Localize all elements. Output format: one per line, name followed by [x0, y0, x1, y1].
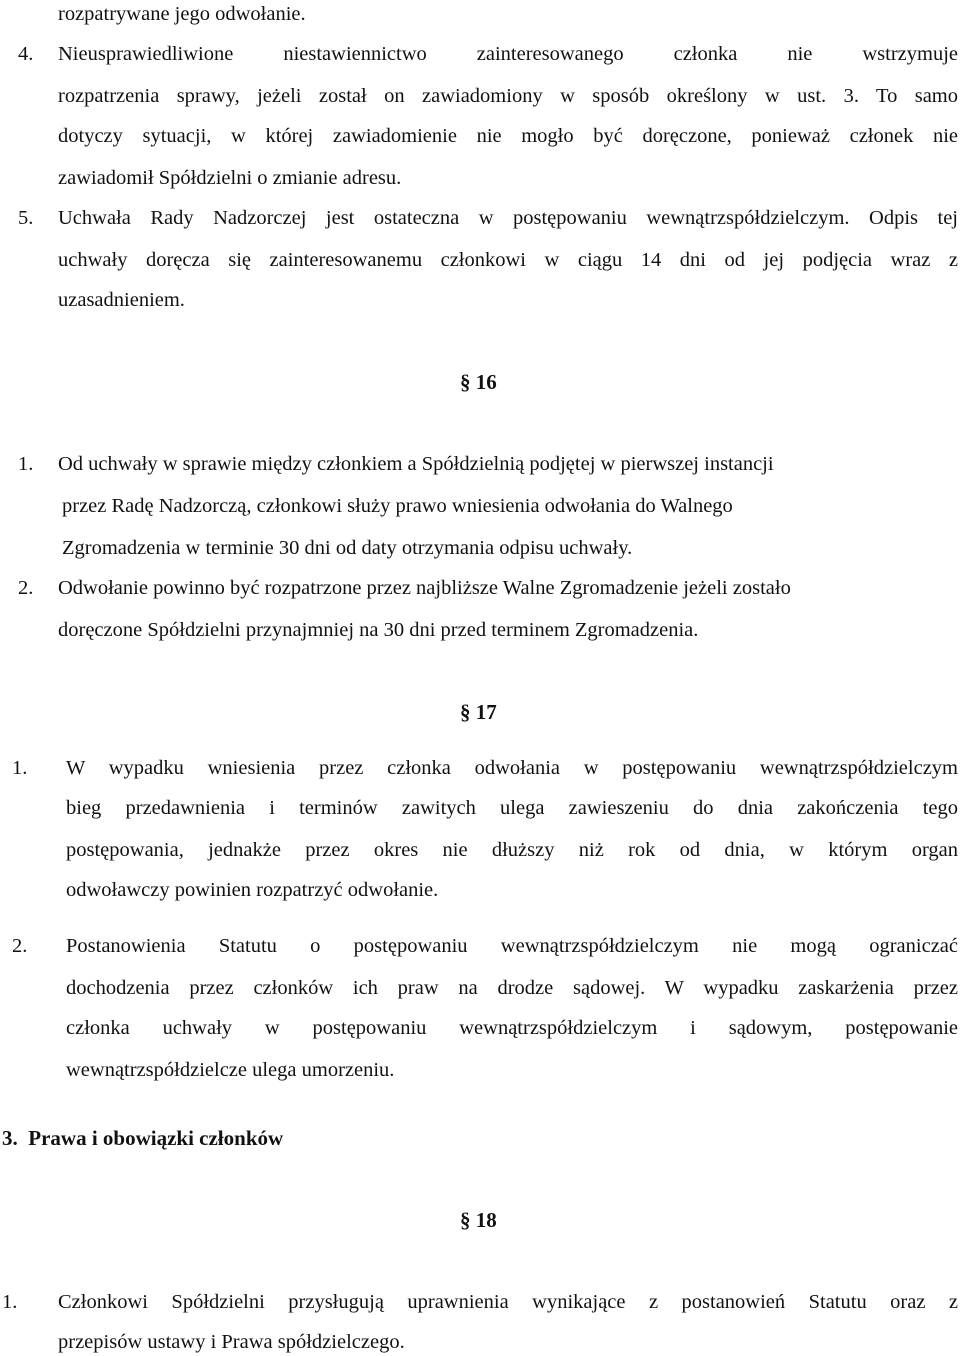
item-number: 4. — [18, 43, 34, 65]
item-number: 5. — [18, 207, 34, 229]
text-line: postępowania, jednakże przez okres nie dłuższy niż rok od dnia, w którym organ — [66, 839, 958, 861]
chapter-heading: 3. Prawa i obowiązki członków — [2, 1126, 284, 1150]
item-number: 1. — [12, 757, 28, 779]
text-line: odwoławczy powinien rozpatrzyć odwołanie. — [66, 879, 439, 901]
text-line: Postanowienia Statutu o postępowaniu wewnątrzspółdzielczym nie mogą ograniczać — [66, 935, 958, 957]
text-line: Odwołanie powinno być rozpatrzone przez najbliższe Walne Zgromadzenie jeżeli zostało — [58, 577, 791, 599]
text-line: wewnątrzspółdzielcze ulega umorzeniu. — [66, 1059, 395, 1081]
text-line: dotyczy sytuacji, w której zawiadomienie nie mogło być doręczone, ponieważ członek nie — [58, 125, 958, 147]
text-line: bieg przedawnienia i terminów zawitych ulega zawieszeniu do dnia zakończenia tego — [66, 797, 958, 819]
text-line: członka uchwały w postępowaniu wewnątrzspółdzielczym i sądowym, postępowanie — [66, 1017, 958, 1039]
text-line: Członkowi Spółdzielni przysługują uprawnienia wynikające z postanowień Statutu oraz z — [58, 1291, 958, 1313]
text-line: uchwały doręcza się zainteresowanemu członkowi w ciągu 14 dni od jej podjęcia wraz z — [58, 249, 958, 271]
text-line: rozpatrzenia sprawy, jeżeli został on zawiadomiony w sposób określony w ust. 3. To samo — [58, 85, 958, 107]
section-heading: § 18 — [460, 1208, 497, 1232]
text-line: Uchwała Rady Nadzorczej jest ostateczna w postępowaniu wewnątrzspółdzielczym. Odpis tej — [58, 207, 958, 229]
item-number: 1. — [18, 453, 34, 475]
item-number: 2. — [12, 935, 28, 957]
text-line: uzasadnieniem. — [58, 289, 185, 311]
text-line: Nieusprawiedliwione niestawiennictwo zainteresowanego członka nie wstrzymuje — [58, 43, 958, 65]
section-heading: § 17 — [460, 700, 497, 724]
item-number: 2. — [18, 577, 34, 599]
text-line: doręczone Spółdzielni przynajmniej na 30 dni przed terminem Zgromadzenia. — [58, 619, 699, 641]
text-line: Od uchwały w sprawie między członkiem a Spółdzielnią podjętej w pierwszej instancji — [58, 453, 774, 475]
text-line: W wypadku wniesienia przez członka odwołania w postępowaniu wewnątrzspółdzielczym — [66, 757, 958, 779]
text-line: rozpatrywane jego odwołanie. — [58, 3, 306, 25]
text-line: Zgromadzenia w terminie 30 dni od daty otrzymania odpisu uchwały. — [62, 537, 633, 559]
section-heading: § 16 — [460, 370, 497, 394]
text-line: przez Radę Nadzorczą, członkowi służy prawo wniesienia odwołania do Walnego — [62, 495, 733, 517]
text-line: zawiadomił Spółdzielni o zmianie adresu. — [58, 167, 402, 189]
item-number: 1. — [2, 1291, 18, 1313]
text-line: dochodzenia przez członków ich praw na drodze sądowej. W wypadku zaskarżenia przez — [66, 977, 958, 999]
text-line: przepisów ustawy i Prawa spółdzielczego. — [58, 1331, 405, 1353]
